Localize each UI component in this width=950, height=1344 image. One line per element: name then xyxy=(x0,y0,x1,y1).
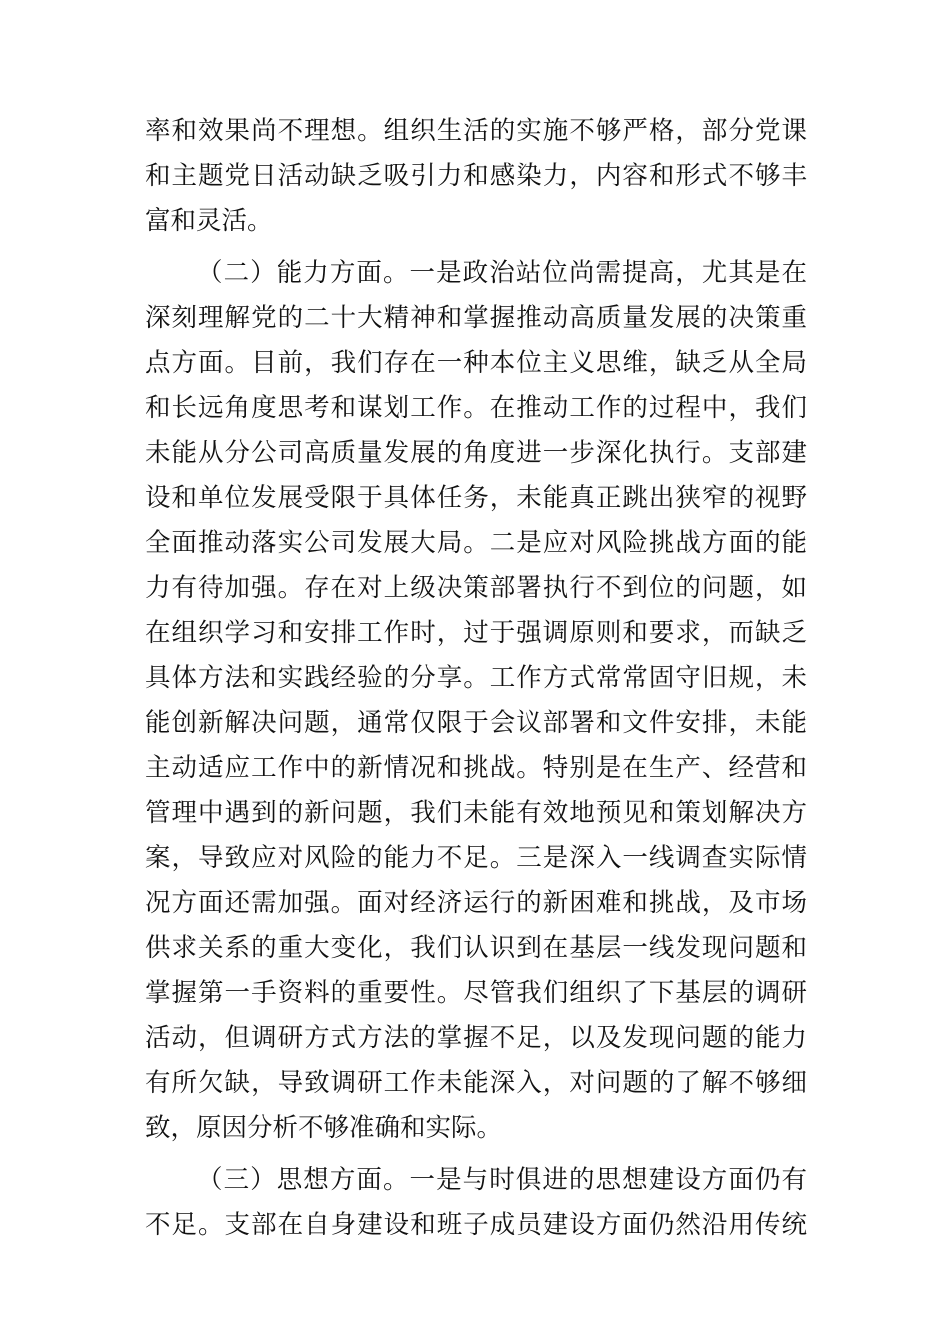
text-line: 富和灵活。 xyxy=(145,206,273,236)
text-line: 主动适应工作中的新情况和挑战。特别是在生产、经营和 xyxy=(145,753,807,783)
text-line: 管理中遇到的新问题，我们未能有效地预见和策划解决方 xyxy=(145,798,807,828)
text-line: 未能从分公司高质量发展的角度进一步深化执行。支部建 xyxy=(145,438,807,468)
text-line: 供求关系的重大变化，我们认识到在基层一线发现问题和 xyxy=(145,933,807,963)
section-heading-line: （二）能力方面。一是政治站位尚需提高，尤其是在 xyxy=(197,258,807,288)
text-line: 活动，但调研方式方法的掌握不足，以及发现问题的能力 xyxy=(145,1023,807,1053)
text-line: 能创新解决问题，通常仅限于会议部署和文件安排，未能 xyxy=(145,708,807,738)
text-line: 具体方法和实践经验的分享。工作方式常常固守旧规，未 xyxy=(145,663,807,693)
section-heading-line: （三）思想方面。一是与时俱进的思想建设方面仍有 xyxy=(197,1165,807,1195)
text-line: 掌握第一手资料的重要性。尽管我们组织了下基层的调研 xyxy=(145,978,807,1008)
text-line: 全面推动落实公司发展大局。二是应对风险挑战方面的能 xyxy=(145,528,807,558)
text-line: 率和效果尚不理想。组织生活的实施不够严格，部分党课 xyxy=(145,116,807,146)
text-line: 况方面还需加强。面对经济运行的新困难和挑战，及市场 xyxy=(145,888,807,918)
text-line: 和主题党日活动缺乏吸引力和感染力，内容和形式不够丰 xyxy=(145,161,807,191)
text-line: 深刻理解党的二十大精神和掌握推动高质量发展的决策重 xyxy=(145,303,807,333)
text-line: 不足。支部在自身建设和班子成员建设方面仍然沿用传统 xyxy=(145,1210,807,1240)
text-line: 点方面。目前，我们存在一种本位主义思维，缺乏从全局 xyxy=(145,348,807,378)
text-line: 和长远角度思考和谋划工作。在推动工作的过程中，我们 xyxy=(145,393,807,423)
text-line: 设和单位发展受限于具体任务，未能真正跳出狭窄的视野 xyxy=(145,483,807,513)
text-line: 在组织学习和安排工作时，过于强调原则和要求，而缺乏 xyxy=(145,618,807,648)
text-line: 案，导致应对风险的能力不足。三是深入一线调查实际情 xyxy=(145,843,807,873)
text-line: 致，原因分析不够准确和实际。 xyxy=(145,1113,503,1143)
text-line: 有所欠缺，导致调研工作未能深入，对问题的了解不够细 xyxy=(145,1068,807,1098)
text-line: 力有待加强。存在对上级决策部署执行不到位的问题，如 xyxy=(145,573,807,603)
